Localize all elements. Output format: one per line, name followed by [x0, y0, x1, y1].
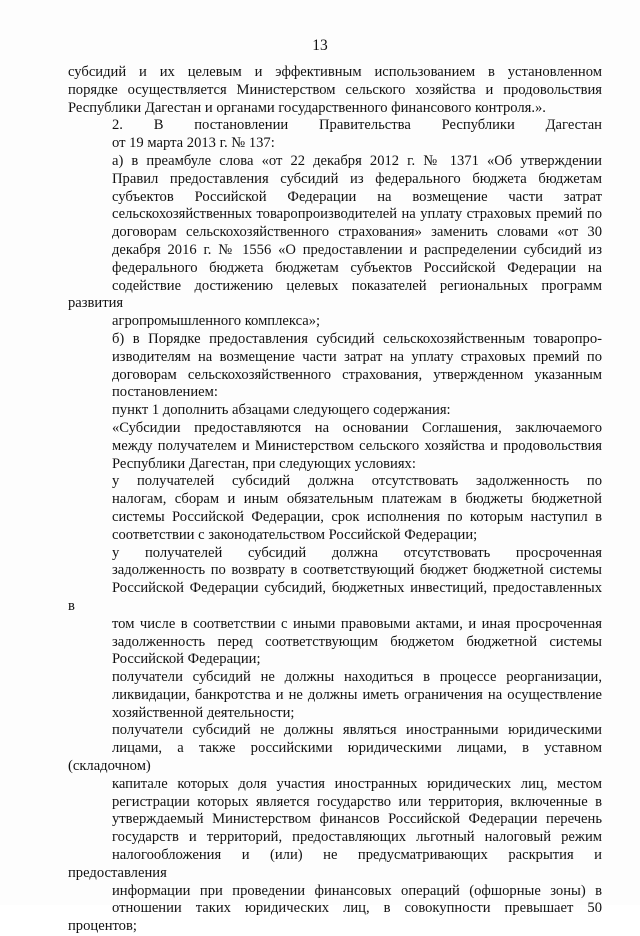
text-line: «Субсидии предоставляются на основании Соглашения, заключаемого [112, 419, 602, 436]
text-line: налогам, сборам и иным обязательным платежам в бюджеты бюджетной [112, 491, 602, 508]
document-body [68, 64, 602, 936]
text-line: государств и территорий, предоставляющих льготный налоговый режим [112, 829, 602, 846]
text-line: постановлением: [112, 384, 218, 401]
text-line: договорам сельскохозяйственного страхования, утвержденном указанным [112, 366, 602, 383]
text-line: лицами, а также российскими юридическими лицами, в уставном (складочном) [68, 740, 602, 775]
text-line: налогообложения и (или) не предусматривающих раскрытия и предоставления [68, 847, 602, 881]
page-number: 13 [312, 37, 328, 54]
text-line: получатели субсидий не должны являться иностранными юридическими [112, 722, 602, 739]
paragraph [68, 669, 602, 722]
text-line: а) в преамбуле слова «от 22 декабря 2012 г. № 1371 «Об утверждении [112, 152, 602, 169]
paragraph [68, 420, 602, 473]
text-line: том числе в соответствии с иными правовыми актами, и иная просроченная [112, 615, 602, 632]
text-line: Правил предоставления субсидий из федерального бюджета бюджетам [112, 170, 602, 187]
text-line: информации при проведении финансовых операций (офшорные зоны) в [112, 882, 602, 899]
text-line: изводителям на возмещение части затрат на уплату страховых премий по [112, 348, 602, 365]
paragraph [68, 117, 602, 153]
paragraph [68, 402, 602, 420]
text-line: хозяйственной деятельности; [112, 704, 295, 721]
paragraph [68, 64, 602, 117]
text-line: договорам сельскохозяйственного страхования» заменить словами «от 30 [112, 224, 602, 241]
text-line: декабря 2016 г. № 1556 «О предоставлении и распределении субсидий из [112, 241, 602, 258]
text-line: сельскохозяйственных товаропроизводителей на уплату страховых премий по [112, 206, 602, 223]
paragraph [68, 722, 602, 936]
text-line: содействие достижению целевых показателей региональных программ развития [68, 277, 602, 312]
text-line: Российской Федерации субсидий, бюджетных инвестиций, предоставленных в [68, 580, 602, 614]
text-line: соответствии с законодательством Российской Федерации; [112, 526, 478, 543]
text-line: 2. В постановлении Правительства Республики Дагестан [112, 117, 602, 134]
text-line: у получателей субсидий должна отсутствовать задолженность по [112, 473, 602, 490]
text-line: задолженность по возврату в соответствующий бюджет бюджетной системы [112, 562, 602, 579]
text-line: от 19 марта 2013 г. № 137: [112, 135, 275, 152]
text-line: Российской Федерации; [112, 651, 261, 668]
text-line: субъектов Российской Федерации на возмещение части затрат [112, 188, 602, 205]
text-line: субсидий и их целевым и эффективным использованием в установленном [68, 64, 602, 80]
paragraph [68, 545, 602, 670]
text-line: ликвидации, банкротства и не должны иметь ограничения на осуществление [112, 686, 602, 703]
text-line: задолженность перед соответствующим бюджетом бюджетной системы [112, 633, 602, 650]
paragraph [68, 331, 602, 402]
text-line: утверждаемый Министерством финансов Российской Федерации перечень [112, 811, 602, 828]
paragraph [68, 153, 602, 331]
text-line: порядке осуществляется Министерством сельского хозяйства и продовольствия [68, 81, 602, 98]
text-line: Республики Дагестан и органами государственного финансового контроля.». [68, 99, 546, 116]
text-line: регистрации которых является государство или территория, включенные в [112, 793, 602, 810]
text-line: системы Российской Федерации, срок исполнения по которым наступил в [112, 508, 602, 525]
text-line: между получателем и Министерством сельского хозяйства и продовольствия [112, 437, 602, 454]
text-line: пункт 1 дополнить абзацами следующего содержания: [112, 402, 451, 419]
text-line: Республики Дагестан, при следующих условиях: [112, 455, 416, 472]
text-line: отношении таких юридических лиц, в совокупности превышает 50 процентов; [68, 900, 602, 935]
text-line: федерального бюджета бюджетам субъектов Российской Федерации на [112, 259, 602, 276]
text-line: капитале которых доля участия иностранных юридических лиц, местом [112, 775, 602, 792]
text-line: б) в Порядке предоставления субсидий сельскохозяйственным товаропро- [112, 330, 602, 347]
text-line: агропромышленного комплекса»; [112, 313, 321, 330]
text-line: получатели субсидий не должны находиться в процессе реорганизации, [112, 669, 602, 686]
paragraph [68, 473, 602, 544]
text-line: у получателей субсидий должна отсутствовать просроченная [112, 544, 602, 561]
